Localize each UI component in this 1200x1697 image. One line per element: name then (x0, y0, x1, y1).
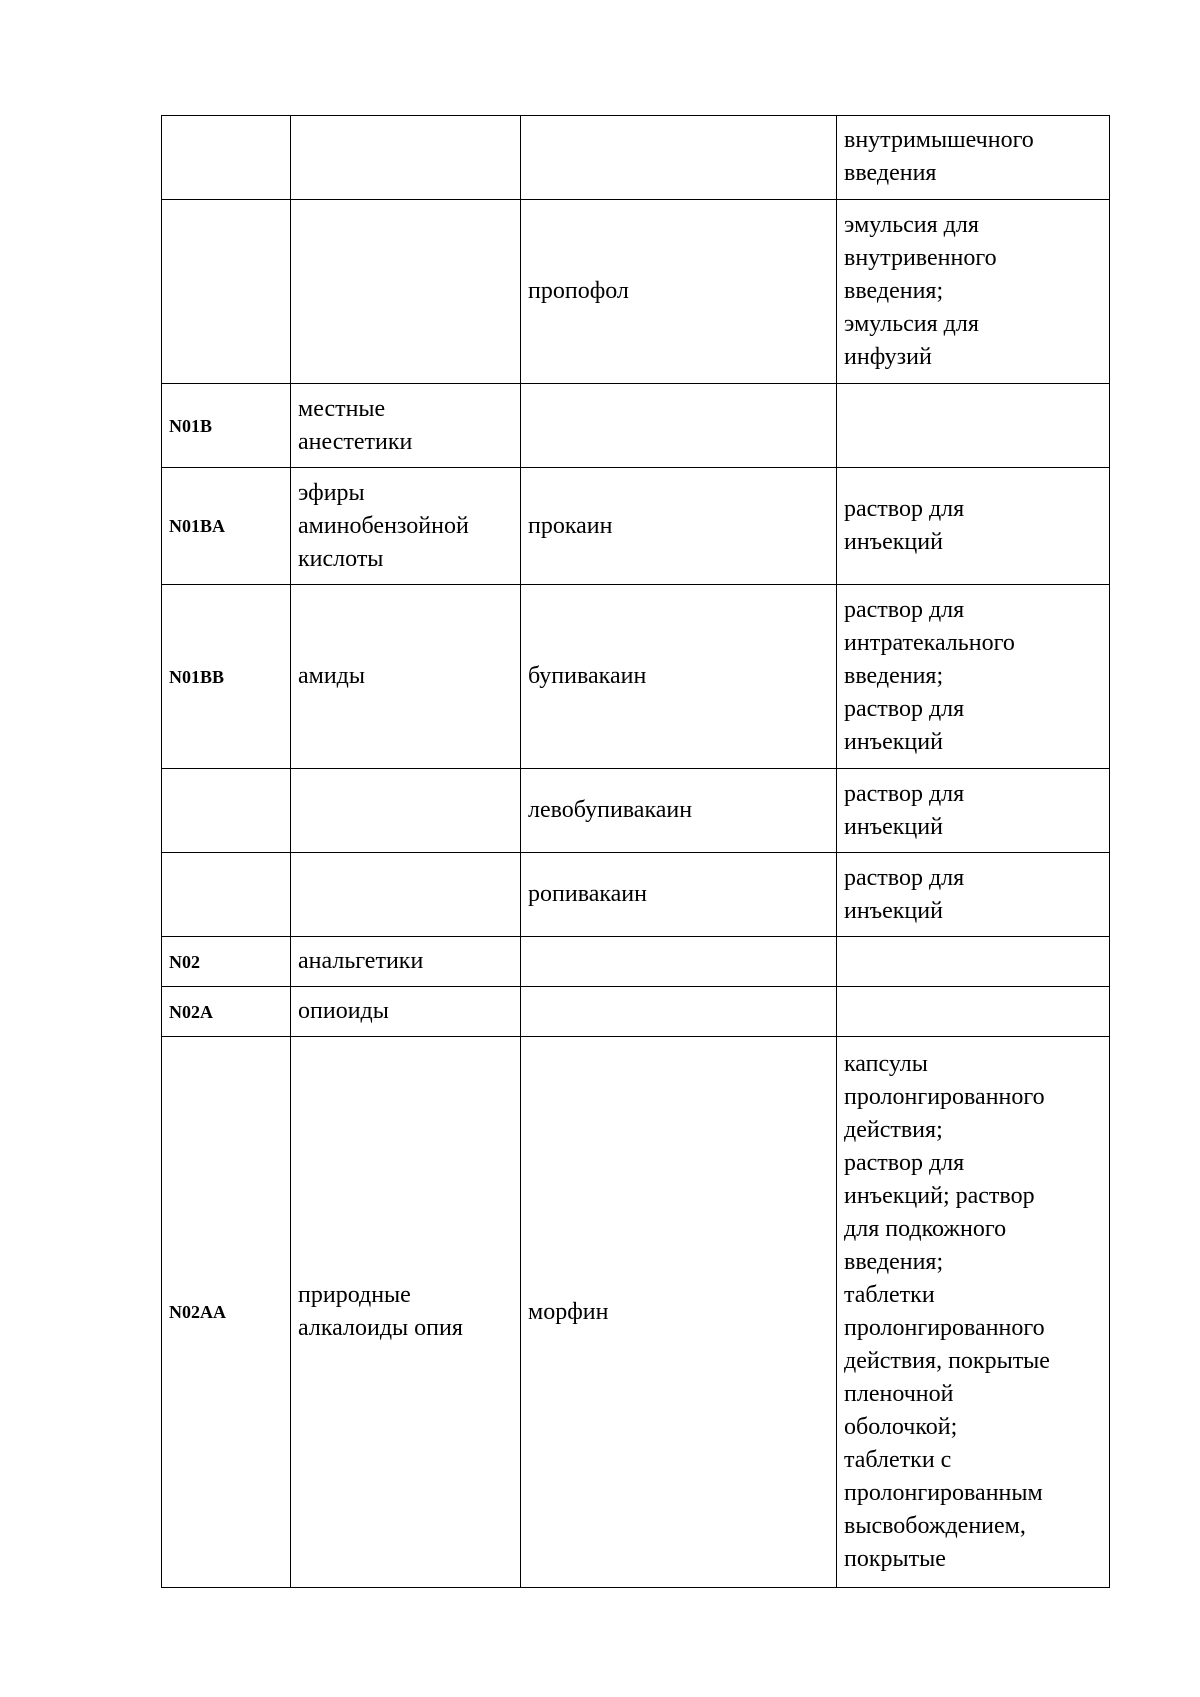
drug-cell (521, 116, 837, 200)
drug-cell: бупивакаин (521, 585, 837, 769)
atc-code-cell: N02A (162, 987, 291, 1037)
dosage-form-cell: раствор для инъекций (837, 853, 1110, 937)
drug-cell (521, 937, 837, 987)
group-cell: эфиры аминобензойной кислоты (291, 468, 521, 585)
group-cell: природные алкалоиды опия (291, 1037, 521, 1588)
dosage-form-cell (837, 987, 1110, 1037)
group-cell: амиды (291, 585, 521, 769)
atc-code-cell: N01B (162, 384, 291, 468)
group-cell: анальгетики (291, 937, 521, 987)
drug-cell: пропофол (521, 200, 837, 384)
atc-code-cell: N01BA (162, 468, 291, 585)
table-row (162, 853, 1110, 937)
atc-code-cell (162, 853, 291, 937)
atc-code-cell (162, 769, 291, 853)
table-row (162, 116, 1110, 200)
table-row (162, 468, 1110, 585)
group-cell (291, 200, 521, 384)
group-cell (291, 116, 521, 200)
group-cell (291, 853, 521, 937)
atc-code-cell (162, 200, 291, 384)
group-cell: местные анестетики (291, 384, 521, 468)
group-cell (291, 769, 521, 853)
table-row (162, 937, 1110, 987)
table-row (162, 1037, 1110, 1588)
table-row (162, 769, 1110, 853)
table-row (162, 200, 1110, 384)
dosage-form-cell: раствор для интратекального введения; раствор для инъекций (837, 585, 1110, 769)
atc-code-cell (162, 116, 291, 200)
table-row (162, 384, 1110, 468)
dosage-form-cell: раствор для инъекций (837, 769, 1110, 853)
dosage-form-cell: внутримышечного введения (837, 116, 1110, 200)
atc-code-cell: N02AA (162, 1037, 291, 1588)
drug-cell: ропивакаин (521, 853, 837, 937)
drug-cell (521, 987, 837, 1037)
atc-code-cell: N01BB (162, 585, 291, 769)
dosage-form-cell: капсулы пролонгированного действия; раствор для инъекций; раствор для подкожного введения; таблетки пролонгированного действия, покрытые пленочной оболочкой; таблетки с пролонгированным высвобождением, покрытые (837, 1037, 1110, 1588)
dosage-form-cell (837, 384, 1110, 468)
dosage-form-cell (837, 937, 1110, 987)
drug-cell: левобупивакаин (521, 769, 837, 853)
table-row (162, 987, 1110, 1037)
dosage-form-cell: эмульсия для внутривенного введения; эмульсия для инфузий (837, 200, 1110, 384)
drug-cell: прокаин (521, 468, 837, 585)
atc-code-cell: N02 (162, 937, 291, 987)
drug-cell (521, 384, 837, 468)
group-cell: опиоиды (291, 987, 521, 1037)
dosage-form-cell: раствор для инъекций (837, 468, 1110, 585)
drug-table (161, 115, 1110, 1588)
table-row (162, 585, 1110, 769)
drug-cell: морфин (521, 1037, 837, 1588)
